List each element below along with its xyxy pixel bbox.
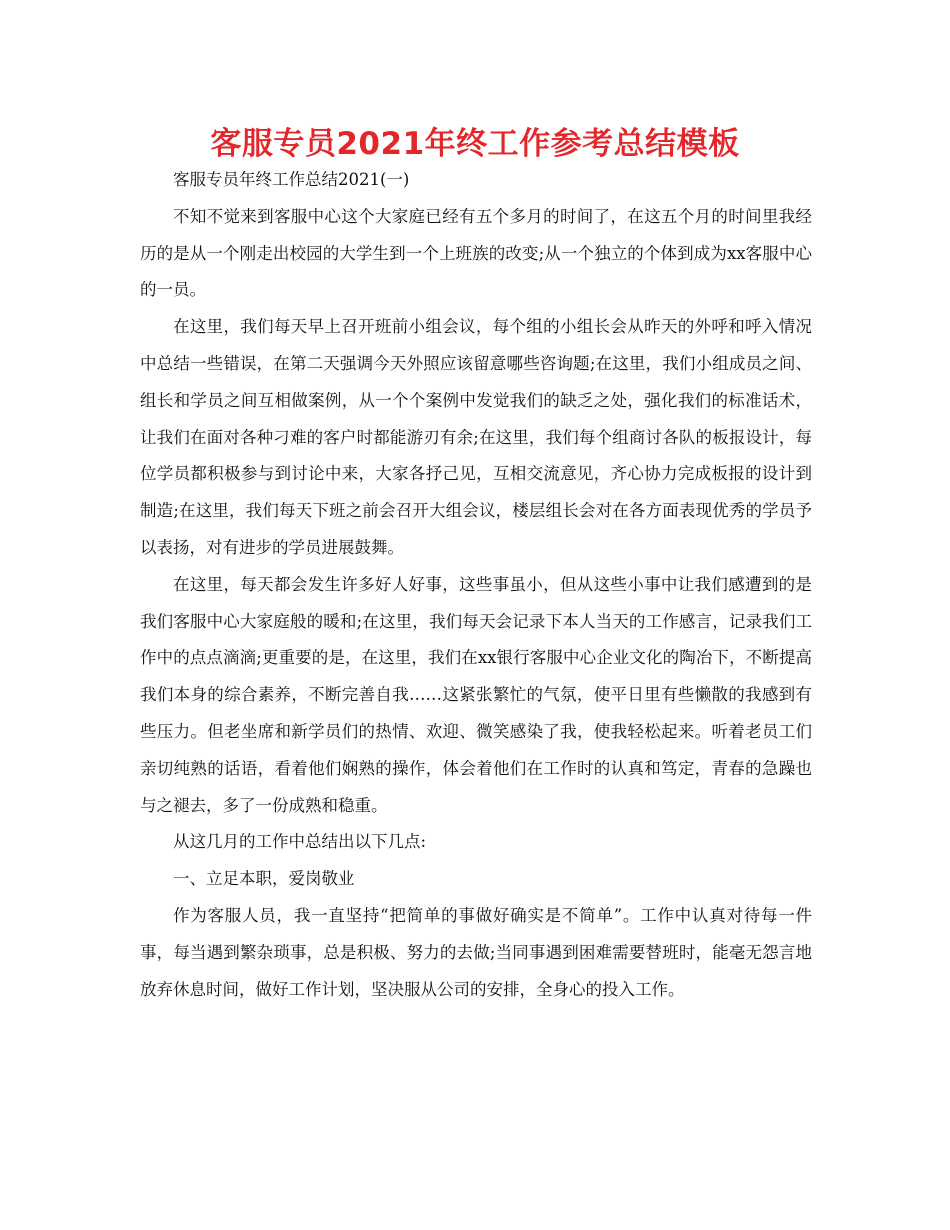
- paragraph-intro: 不知不觉来到客服中心这个大家庭已经有五个多月的时间了，在这五个月的时间里我经历的是从一个刚走出校园的大学生到一个上班族的改变;从一个独立的个体到成为xx客服中心的一员。: [140, 206, 812, 300]
- paragraph-dedication: 作为客服人员，我一直坚持“把简单的事做好确实是不简单”。工作中认真对待每一件事，每当遇到繁杂琐事，总是积极、努力的去做;当同事遇到困难需要替班时，能毫无怨言地放弃休息时间，做好工作计划，坚决服从公司的安排，全身心的投入工作。: [140, 905, 812, 999]
- document-title: 客服专员2021年终工作参考总结模板: [210, 126, 740, 162]
- document-body: [140, 162, 812, 1008]
- section-heading-1: 一、立足本职，爱岗敬业: [173, 869, 355, 889]
- paragraph-daily-meetings: 在这里，我们每天早上召开班前小组会议，每个组的小组长会从昨天的外呼和呼入情况中总结一些错误，在第二天强调今天外照应该留意哪些咨询题;在这里，我们小组成员之间、组长和学员之间互相做案例，从一个个案例中发觉我们的缺乏之处，强化我们的标准话术，让我们在面对各种刁难的客户时都能游刃有余;在这里，我们每个组商讨各队的板报设计，每位学员都积极参与到讨论中来，大家各抒己见，互相交流意见，齐心协力完成板报的设计到制造;在这里，我们每天下班之前会召开大组会议，楼层组长会对在各方面表现优秀的学员予以表扬，对有进步的学员进展鼓舞。: [140, 317, 812, 557]
- paragraph-subtitle: 客服专员年终工作总结2021(一): [173, 170, 410, 189]
- paragraph-summary-lead: 从这几月的工作中总结出以下几点:: [173, 832, 427, 852]
- paragraph-good-deeds: 在这里，每天都会发生许多好人好事，这些事虽小，但从这些小事中让我们感遭到的是我们客服中心大家庭般的暖和;在这里，我们每天会记录下本人当天的工作感言，记录我们工作中的点点滴滴;更重要的是，在这里，我们在xx银行客服中心企业文化的陶冶下，不断提高我们本身的综合素养，不断完善自我……这紧张繁忙的气氛，使平日里有些懒散的我感到有些压力。但老坐席和新学员们的热情、欢迎、微笑感染了我，使我轻松起来。听着老员工们亲切纯熟的话语，看着他们娴熟的操作，体会着他们在工作时的认真和笃定，青春的急躁也与之褪去，多了一份成熟和稳重。: [140, 574, 812, 815]
